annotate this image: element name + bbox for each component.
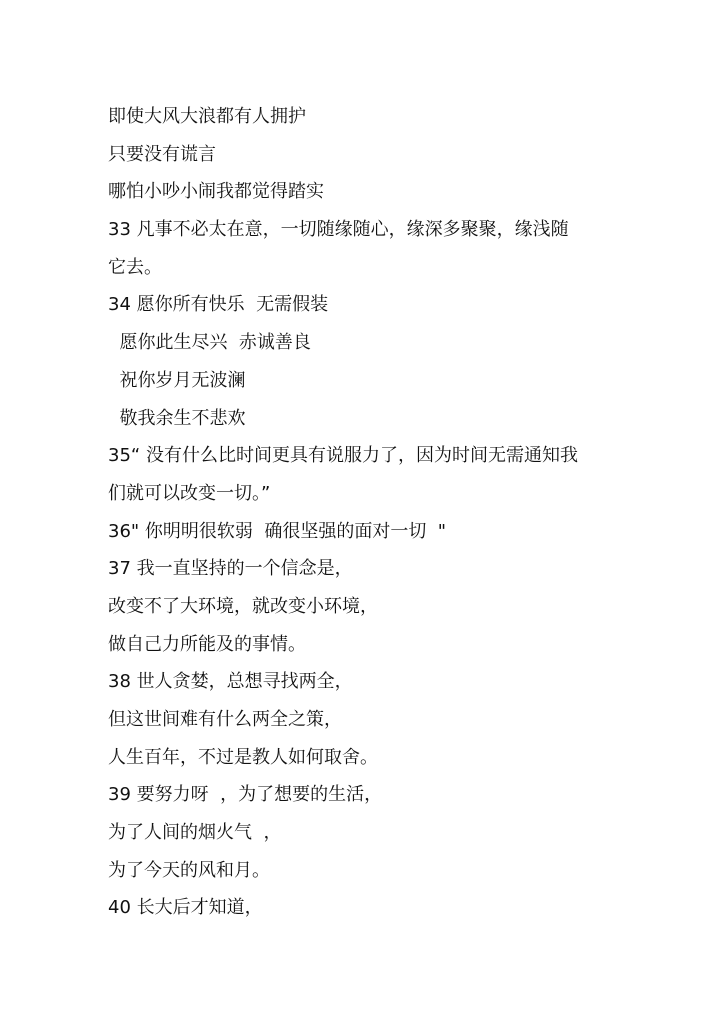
- text-line: 它去。: [108, 256, 162, 278]
- text-line: 为了今天的风和月。: [108, 859, 270, 881]
- text-line: 36" 你明明很软弱 确很坚强的面对一切 ": [108, 520, 447, 542]
- text-line: 即使大风大浪都有人拥护: [108, 106, 306, 127]
- text-line: 40 长大后才知道，: [108, 897, 263, 919]
- text-line: 38 世人贪婪，总想寻找两全，: [108, 671, 353, 693]
- text-line: 为了人间的烟火气 ，: [108, 822, 282, 844]
- text-line: 37 我一直坚持的一个信念是，: [108, 558, 353, 580]
- text-line: 哪怕小吵小闹我都觉得踏实: [108, 181, 324, 203]
- text-line: 祝你岁月无波澜: [108, 369, 246, 391]
- document-body: [108, 98, 628, 927]
- text-line: 做自己力所能及的事情。: [108, 633, 306, 655]
- text-line: 但这世间难有什么两全之策，: [108, 709, 342, 730]
- text-line: 改变不了大环境，就改变小环境，: [108, 595, 378, 617]
- text-line: 35“ 没有什么比时间更具有说服力了，因为时间无需通知我: [108, 445, 578, 467]
- text-line: 34 愿你所有快乐 无需假装: [108, 294, 329, 316]
- text-line: 39 要努力呀 ，为了想要的生活，: [108, 784, 383, 806]
- text-line: 只要没有谎言: [108, 143, 216, 165]
- text-line: 33 凡事不必太在意，一切随缘随心，缘深多聚聚，缘浅随: [108, 219, 569, 241]
- text-line: 敬我余生不悲欢: [108, 407, 246, 429]
- text-line: 愿你此生尽兴 赤诚善良: [108, 332, 311, 354]
- text-line: 人生百年，不过是教人如何取舍。: [108, 746, 378, 768]
- text-line: 们就可以改变一切。”: [108, 482, 271, 504]
